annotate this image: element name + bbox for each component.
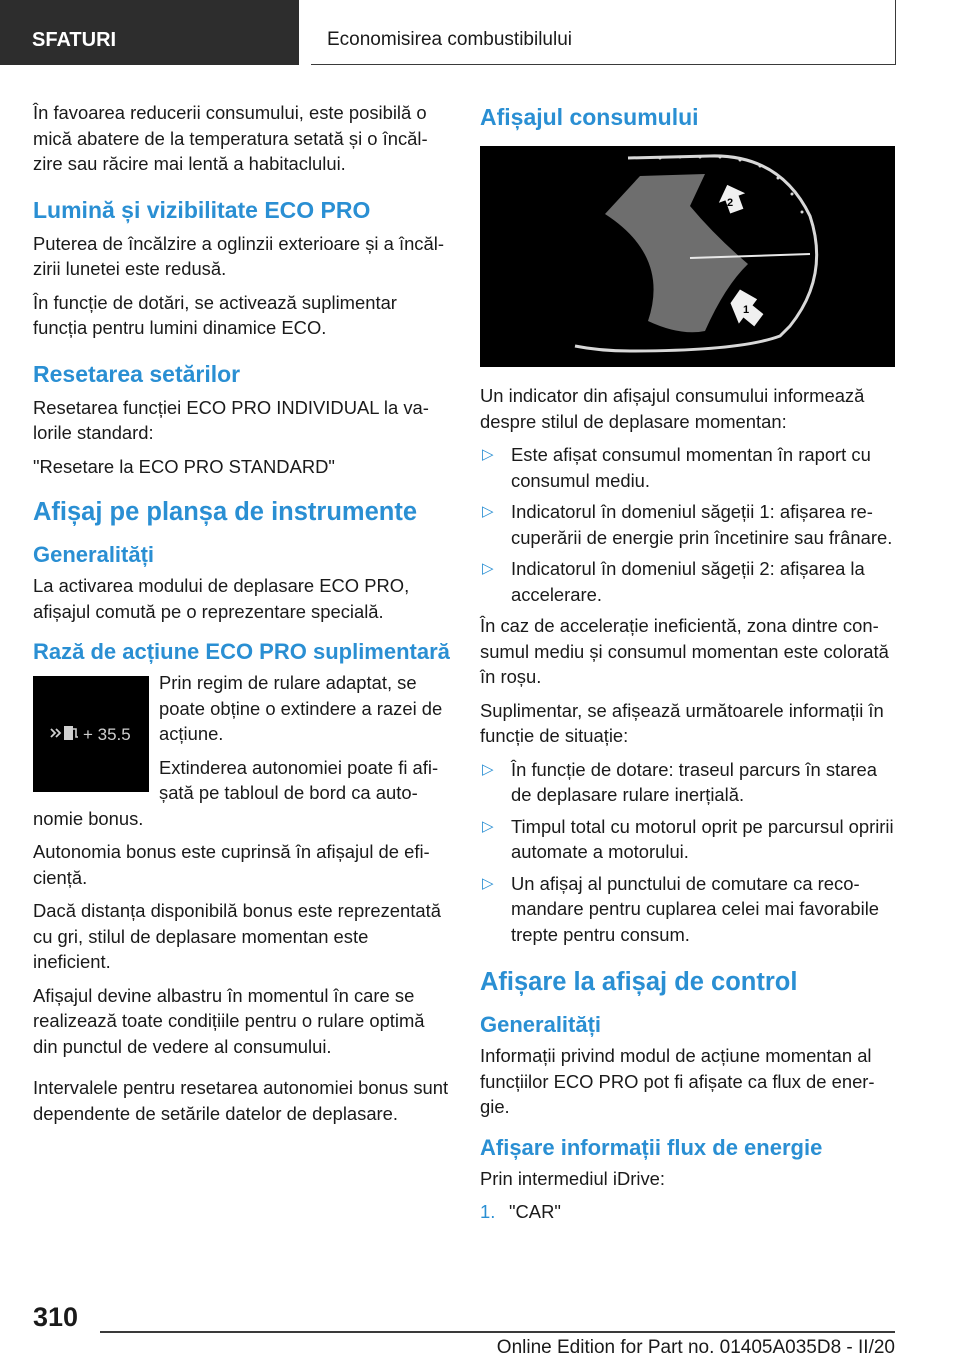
fuel-pump-icon [64,726,78,740]
paragraph: Informații privind modul de acțiune momentan al funcțiilor ECO PRO pot fi afișate ca flux de energie. [480,1045,875,1117]
bullet-triangle-icon: ▷ [482,446,494,463]
step-number: 1. [480,1201,496,1222]
paragraph: Un indicator din afișajul consumului informează despre stilul de deplasare momentan: [480,385,865,432]
paragraph: Dacă distanța disponibilă bonus este reprezentată cu gri, stilul de deplasare momentan este ineficient. [33,900,441,972]
paragraph: Resetarea funcției ECO PRO INDIVIDUAL la valorile standard: [33,396,429,443]
range-bonus-value: + 35.5 [83,725,131,744]
svg-text:2: 2 [727,197,734,209]
heading-light-visibility: Lumină și vizibilitate ECO PRO [33,196,371,223]
heading-instrument-display: Afișaj pe planșa de instrumente [33,498,418,526]
right-column [480,100,898,1231]
consumption-gauge-graphic [480,146,895,367]
intro-paragraph: În favoarea reducerii consumului, este posibilă o mică abatere de la temperatura setată și o încălzire sau răcire mai lentă a habitaclului. [33,102,428,174]
paragraph: Puterea de încălzire a oglinzii exterioare și a încălzirii lunetei este redusă. [33,232,444,279]
heading-eco-range: Rază de acțiune ECO PRO suplimentară [33,639,450,664]
range-bonus-figure [33,676,149,792]
paragraph: Suplimentar, se afișează următoarele informații în funcție de situație: [480,699,884,746]
bullet-triangle-icon: ▷ [482,560,494,577]
bullet-item: ▷ Indicatorul în domeniul săgeții 1: afișarea recuperării de energie prin încetinire sau frânare. [480,499,898,550]
edition-note: Online Edition for Part no. 01405A035D8 - II/20 [496,1337,895,1358]
heading-reset-settings: Resetarea setărilor [33,360,241,387]
footer-divider [100,1331,895,1333]
paragraph: Prin regim de rulare adaptat, se poate obține o extindere a razei de acțiune. [159,672,443,744]
bullet-item: ▷ Un afișaj al punctului de comutare ca recomandare pentru cuplarea celei mai favorabile trepte pentru consum. [480,871,898,948]
bullet-item: ▷ În funcție de dotare: traseul parcurs în starea de deplasare rulare inerțială. [480,757,898,808]
section-tab: SFATURI [0,0,299,65]
bullet-item: ▷ Timpul total cu motorul oprit pe parcursul opririi automate a motorului. [480,814,898,865]
chevron-icon [51,729,60,737]
paragraph: Intervalele pentru resetarea autonomiei bonus sunt dependente de setările datelor de deplasare. [33,1077,449,1124]
consumption-gauge-figure [480,146,895,367]
heading-control-display: Afișare la afișaj de control [480,968,798,996]
bullet-triangle-icon: ▷ [482,874,494,892]
heading-consumption-display: Afișajul consumului [480,104,699,130]
heading-general: Generalități [33,542,155,567]
step-item [480,1199,898,1225]
paragraph: Autonomia bonus este cuprinsă în afișajul de eficiență. [33,841,430,888]
paragraph: În caz de accelerație ineficientă, zona dintre consumul mediu și consumul momentan este colorată în roșu. [480,615,889,687]
heading-energy-flow: Afișare informații flux de energie [480,1134,823,1160]
paragraph: Prin intermediul iDrive: [480,1167,665,1189]
page-title: Economisirea combustibilului [311,0,896,65]
paragraph: În funcție de dotări, se activează suplimentar funcția pentru lumini dinamice ECO. [33,291,397,338]
bullet-item: ▷ Indicatorul în domeniul săgeții 2: afișarea la accelerare. [480,556,898,607]
step-text: "CAR" [509,1201,561,1222]
bullet-triangle-icon: ▷ [482,760,494,778]
bullet-triangle-icon: ▷ [482,503,494,520]
page-number: 310 [33,1302,79,1332]
paragraph: La activarea modului de deplasare ECO PRO, afișajul comută pe o reprezentare specială. [33,575,410,622]
paragraph: "Resetare la ECO PRO STANDARD" [33,455,335,477]
bullet-item: ▷ Este afișat consumul momentan în raport cu consumul mediu. [480,442,898,493]
arrow-2-marker [714,180,750,216]
left-column [33,100,451,1134]
arrow-1-marker [724,285,768,333]
paragraph: Extinderea autonomiei poate fi afișată pe tabloul de bord ca autonomie bonus. [33,756,439,829]
bullet-triangle-icon: ▷ [482,817,494,835]
paragraph: Afișajul devine albastru în momentul în care se realizează toate condițiile pentru o rulare optimă din punctul de vedere al consumului. [33,984,425,1057]
svg-text:1: 1 [743,304,750,316]
heading-general: Generalități [480,1012,602,1037]
